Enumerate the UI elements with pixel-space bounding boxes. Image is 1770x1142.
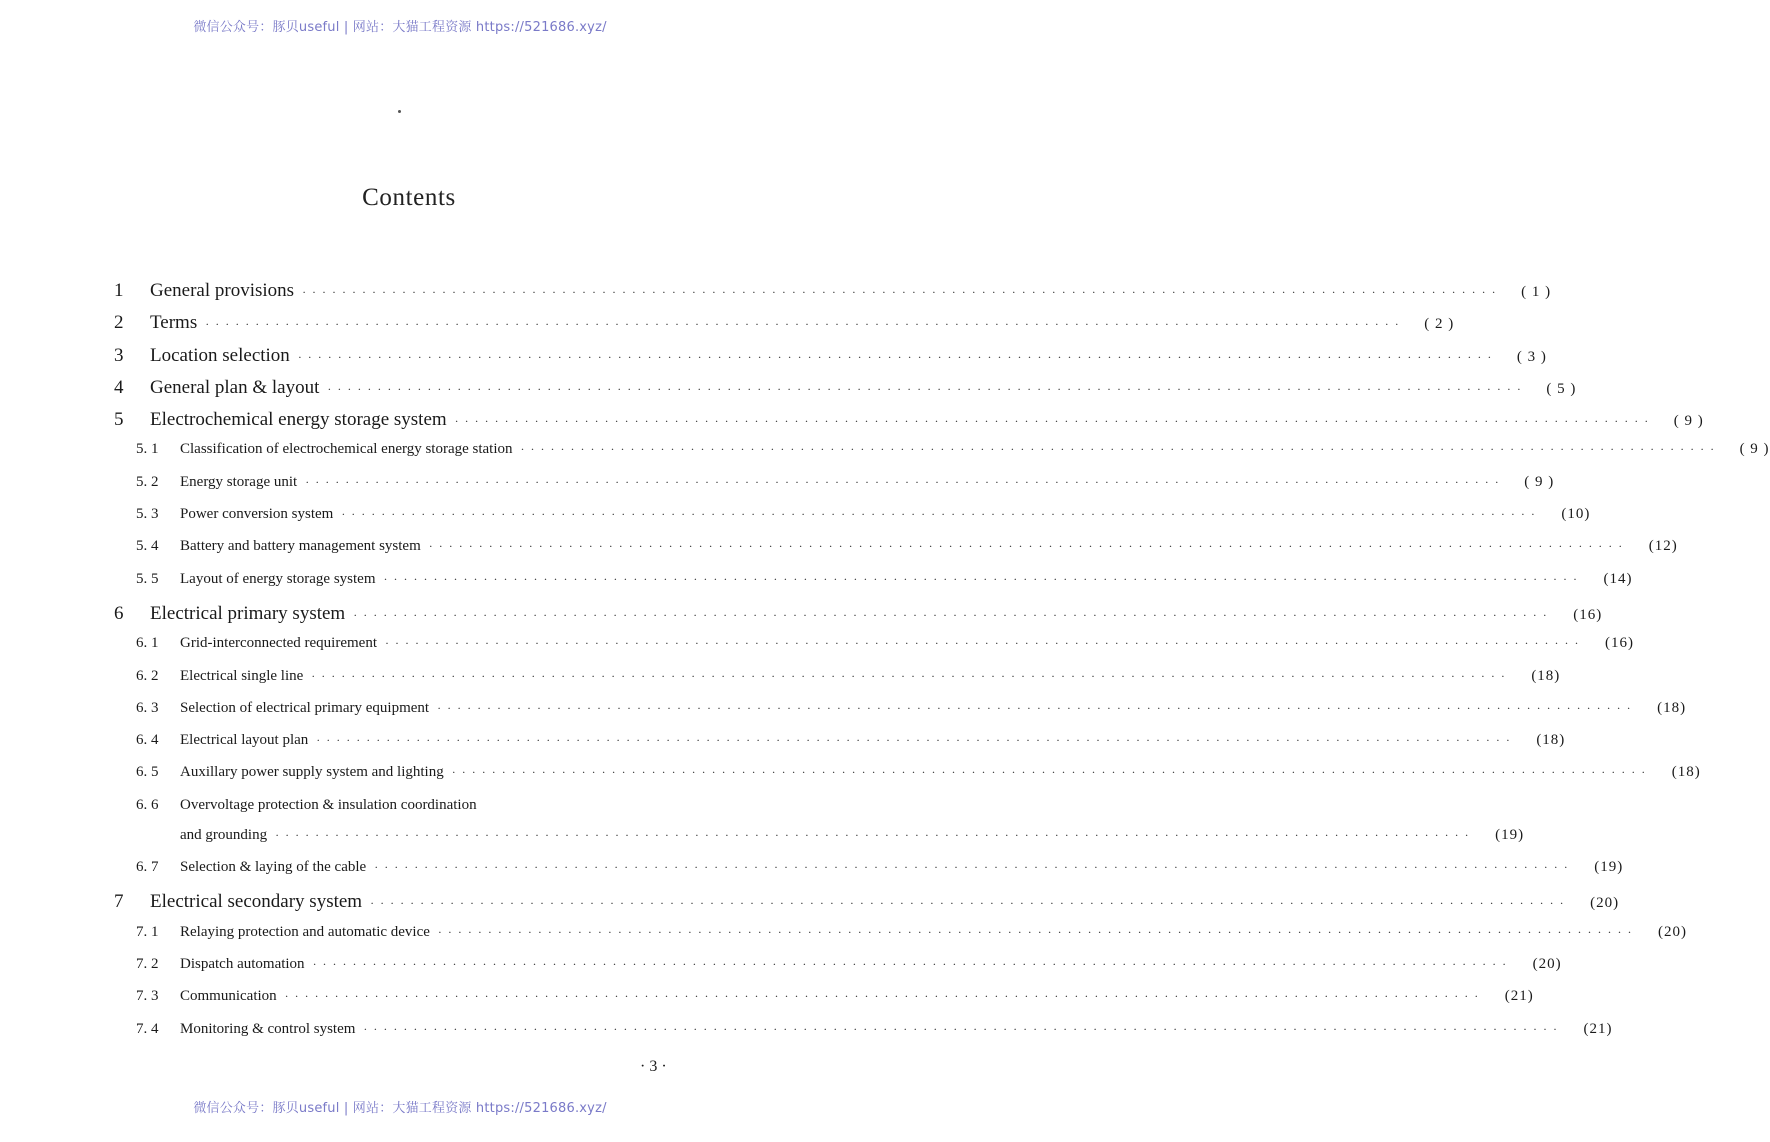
toc-entry-number: 5 (114, 409, 124, 431)
toc-entry (110, 312, 1455, 344)
toc-entry-title: Electrical single line (180, 667, 304, 684)
toc-entry-title: Layout of energy storage system (180, 570, 376, 587)
toc-entry-number: 7. 4 (136, 1020, 159, 1037)
toc-entry-number: 7. 1 (136, 923, 159, 940)
toc-entry-page: (20) (1657, 923, 1687, 940)
toc-entry-number: 5. 2 (136, 473, 159, 490)
toc-entry (110, 732, 1566, 764)
toc-leader-dots: · · · · · · · · · · · · · · · · · · · · · · · · · · · · · · · · · · · · · · · · · · · · · · · · · · · · · · · · · · · · · · · · · · · · · · · · · · · · · · · · · · · · · · · · · · · · · · · · · · · · · · · · · · · · · · · · · · · · · · · · (353, 607, 1549, 622)
toc-entry-number: 5. 5 (136, 570, 159, 587)
toc-entry-title: Location selection (150, 344, 290, 366)
toc-entry-title: Grid-interconnected requirement (180, 635, 377, 652)
toc-leader-dots: · · · · · · · · · · · · · · · · · · · · · · · · · · · · · · · · · · · · · · · · · · · · · · · · · · · · · · · · · · · · · · · · · · · · · · · · · · · · · · · · · · · · · · · · · · · · · · · · · · · · · · · · · · · · · · · · · · · · · · · · (363, 1021, 1559, 1036)
toc-entry-page: (18) (1536, 732, 1566, 749)
page-number: · 3 · (640, 1058, 667, 1075)
toc-entry-title: Power conversion system (180, 506, 334, 523)
toc-leader-dots: · · · · · · · · · · · · · · · · · · · · · · · · · · · · · · · · · · · · · · · · · · · · · · · · · · · · · · · · · · · · · · · · · · · · · · · · · · · · · · · · · · · · · · · · · · · · · · · · · · · · · · · · · · · · · · · · · · · · · · · · (275, 827, 1471, 842)
toc-entry-number: 6. 2 (136, 667, 159, 684)
toc-leader-dots: · · · · · · · · · · · · · · · · · · · · · · · · · · · · · · · · · · · · · · · · · · · · · · · · · · · · · · · · · · · · · · · · · · · · · · · · · · · · · · · · · · · · · · · · · · · · · · · · · · · · · · · · · · · · · · · · · · · · · · · · (316, 733, 1512, 748)
toc-leader-dots: · · · · · · · · · · · · · · · · · · · · · · · · · · · · · · · · · · · · · · · · · · · · · · · · · · · · · · · · · · · · · · · · · · · · · · · · · · · · · · · · · · · · · · · · · · · · · · · · · · · · · · · · · · · · · · · · · · · · · · · · (520, 442, 1716, 457)
toc-entry-number: 2 (114, 312, 124, 334)
toc-entry (110, 764, 1701, 796)
toc-leader-dots: · · · · · · · · · · · · · · · · · · · · · · · · · · · · · · · · · · · · · · · · · · · · · · · · · · · · · · · · · · · · · · · · · · · · · · · · · · · · · · · · · · · · · · · · · · · · · · · · · · · · · · · · · · · · · · · · · · · · · · · · (302, 285, 1498, 299)
toc-entry-title: Communication (180, 988, 277, 1005)
toc-entry-title: Selection of electrical primary equipment (180, 699, 430, 716)
toc-leader-dots: · · · · · · · · · · · · · · · · · · · · · · · · · · · · · · · · · · · · · · · · · · · · · · · · · · · · · · · · · · · · · · · · · · · · · · · · · · · · · · · · · · · · · · · · · · · · · · · · · · · · · · · · · · · · · · · · · · · · · · · · (312, 956, 1508, 971)
toc-entry-title: Selection & laying of the cable (180, 859, 367, 876)
toc-entry-page: (20) (1532, 955, 1562, 972)
page-title: Contents (362, 184, 456, 211)
toc-entry (110, 699, 1687, 732)
toc-leader-dots: · · · · · · · · · · · · · · · · · · · · · · · · · · · · · · · · · · · · · · · · · · · · · · · · · · · · · · · · · · · · · · · · · · · · · · · · · · · · · · · · · · · · · · · · · · · · · · · · · · · · · · · · · · · · · · · · · · · · · · · · (451, 765, 1647, 780)
toc-entry (110, 473, 1555, 506)
toc-entry (110, 635, 1635, 667)
toc-entry-page: (20) (1590, 895, 1620, 912)
toc-entry-number: 6. 7 (136, 859, 159, 876)
toc-entry-title: Dispatch automation (180, 955, 305, 972)
toc-entry (110, 988, 1534, 1020)
toc-leader-dots: · · · · · · · · · · · · · · · · · · · · · · · · · · · · · · · · · · · · · · · · · · · · · · · · · · · · · · · · · · · · · · · · · · · · · · · · · · · · · · · · · · · · · · · · · · · · · · · · · · · · · · · · · · · · · · · · · · · · · · · · (205, 317, 1401, 332)
toc-leader-dots: · · · · · · · · · · · · · · · · · · · · · · · · · · · · · · · · · · · · · · · · · · · · · · · · · · · · · · · · · · · · · · · · · · · · · · · · · · · · · · · · · · · · · · · · · · · · · · · · · · · · · · · · · · · · · · · · · · · · · · · · (327, 381, 1523, 396)
toc-entry (110, 344, 1547, 377)
toc-entry (110, 1020, 1613, 1053)
toc-entry-title: Electrical primary system (150, 602, 346, 624)
toc-entry-title: Terms (150, 312, 198, 334)
toc-entry-title: Electrical layout plan (180, 732, 309, 749)
toc-entry-page: (18) (1531, 667, 1561, 684)
toc-entry-page: (12) (1648, 538, 1678, 555)
scan-speck (398, 110, 401, 113)
toc-entry-title: Monitoring & control system (180, 1020, 356, 1037)
toc-entry-page: (19) (1495, 826, 1525, 843)
toc-entry-page: (16) (1605, 635, 1635, 652)
toc-entry (110, 955, 1562, 988)
toc-entry-page: ( 1 ) (1521, 284, 1552, 300)
toc-entry (110, 570, 1633, 603)
toc-leader-dots: · · · · · · · · · · · · · · · · · · · · · · · · · · · · · · · · · · · · · · · · · · · · · · · · · · · · · · · · · · · · · · · · · · · · · · · · · · · · · · · · · · · · · · · · · · · · · · · · · · · · · · · · · · · · · · · · · · · · · · · · (437, 924, 1633, 939)
toc-leader-dots: · · · · · · · · · · · · · · · · · · · · · · · · · · · · · · · · · · · · · · · · · · · · · · · · · · · · · · · · · · · · · · · · · · · · · · · · · · · · · · · · · · · · · · · · · · · · · · · · · · · · · · · · · · · · · · · · · · · · · · · · (297, 349, 1493, 364)
toc-entry (110, 376, 1577, 409)
toc-entry-title: Overvoltage protection & insulation coordination (180, 796, 477, 813)
toc-entry-title: Auxillary power supply system and lighting (180, 764, 444, 781)
toc-entry-title: and grounding (180, 826, 268, 843)
toc-entry-number: 6. 3 (136, 699, 159, 716)
toc-entry-title: Relaying protection and automatic device (180, 923, 430, 940)
toc-entry-number: 3 (114, 344, 124, 366)
table-of-contents (110, 280, 1770, 1053)
toc-entry-page: (10) (1561, 506, 1591, 523)
toc-leader-dots: · · · · · · · · · · · · · · · · · · · · · · · · · · · · · · · · · · · · · · · · · · · · · · · · · · · · · · · · · · · · · · · · · · · · · · · · · · · · · · · · · · · · · · · · · · · · · · · · · · · · · · · · · · · · · · · · · · · · · · · · (284, 989, 1480, 1004)
toc-entry-title: General plan & layout (150, 376, 320, 398)
watermark-top: 微信公众号：豚贝useful | 网站：大猫工程资源 https://521686.xyz/ (193, 20, 607, 35)
toc-entry-page: ( 9 ) (1524, 473, 1555, 490)
toc-entry-number: 7. 3 (136, 988, 159, 1005)
toc-entry (110, 923, 1687, 956)
watermark-bottom: 微信公众号：豚贝useful | 网站：大猫工程资源 https://521686.xyz/ (193, 1101, 607, 1116)
toc-entry-page: ( 2 ) (1424, 316, 1455, 333)
toc-entry-page: ( 3 ) (1516, 348, 1547, 365)
toc-entry-title: Electrochemical energy storage system (150, 409, 447, 431)
toc-entry-number: 7. 2 (136, 955, 159, 972)
toc-entry (110, 409, 1704, 441)
toc-entry-title: Classification of electrochemical energy storage station (180, 441, 513, 458)
toc-entry-number: 6. 6 (136, 796, 159, 813)
toc-leader-dots: · · · · · · · · · · · · · · · · · · · · · · · · · · · · · · · · · · · · · · · · · · · · · · · · · · · · · · · · · · · · · · · · · · · · · · · · · · · · · · · · · · · · · · · · · · · · · · · · · · · · · · · · · · · · · · · · · · · · · · · · (341, 507, 1537, 522)
toc-entry-title: General provisions (150, 280, 295, 301)
toc-leader-dots: · · · · · · · · · · · · · · · · · · · · · · · · · · · · · · · · · · · · · · · · · · · · · · · · · · · · · · · · · · · · · · · · · · · · · · · · · · · · · · · · · · · · · · · · · · · · · · · · · · · · · · · · · · · · · · · · · · · · · · · · (437, 700, 1633, 715)
toc-entry-number: 1 (114, 280, 124, 301)
toc-entry (110, 797, 710, 827)
toc-entry-number: 6. 1 (136, 635, 159, 652)
toc-entry-number: 6. 4 (136, 732, 159, 749)
toc-entry (110, 826, 1525, 859)
toc-entry-number: 7 (114, 891, 124, 913)
toc-entry-page: (18) (1671, 764, 1701, 781)
toc-entry (110, 280, 1552, 312)
toc-entry (110, 667, 1561, 700)
toc-entry-number: 6 (114, 602, 124, 624)
toc-entry-page: (16) (1573, 606, 1603, 623)
toc-entry-page: (21) (1504, 988, 1534, 1005)
toc-entry-page: (18) (1657, 699, 1687, 716)
toc-entry-page: (14) (1603, 570, 1633, 587)
toc-leader-dots: · · · · · · · · · · · · · · · · · · · · · · · · · · · · · · · · · · · · · · · · · · · · · · · · · · · · · · · · · · · · · · · · · · · · · · · · · · · · · · · · · · · · · · · · · · · · · · · · · · · · · · · · · · · · · · · · · · · · · · · · (454, 414, 1650, 429)
toc-entry-number: 4 (114, 376, 124, 398)
toc-entry (110, 891, 1620, 923)
toc-leader-dots: · · · · · · · · · · · · · · · · · · · · · · · · · · · · · · · · · · · · · · · · · · · · · · · · · · · · · · · · · · · · · · · · · · · · · · · · · · · · · · · · · · · · · · · · · · · · · · · · · · · · · · · · · · · · · · · · · · · · · · · · (428, 539, 1624, 554)
toc-entry-page: ( 5 ) (1546, 380, 1577, 397)
toc-entry-title: Energy storage unit (180, 473, 298, 490)
toc-entry-title: Electrical secondary system (150, 891, 363, 913)
toc-leader-dots: · · · · · · · · · · · · · · · · · · · · · · · · · · · · · · · · · · · · · · · · · · · · · · · · · · · · · · · · · · · · · · · · · · · · · · · · · · · · · · · · · · · · · · · · · · · · · · · · · · · · · · · · · · · · · · · · · · · · · · · · (385, 636, 1581, 651)
toc-leader-dots: · · · · · · · · · · · · · · · · · · · · · · · · · · · · · · · · · · · · · · · · · · · · · · · · · · · · · · · · · · · · · · · · · · · · · · · · · · · · · · · · · · · · · · · · · · · · · · · · · · · · · · · · · · · · · · · · · · · · · · · · (370, 896, 1566, 911)
toc-entry (110, 506, 1591, 538)
toc-entry-page: ( 9 ) (1673, 413, 1704, 430)
toc-entry-page: (21) (1583, 1020, 1613, 1037)
toc-entry-number: 5. 4 (136, 538, 159, 555)
toc-entry-number: 5. 1 (136, 441, 159, 458)
toc-entry-number: 6. 5 (136, 764, 159, 781)
toc-leader-dots: · · · · · · · · · · · · · · · · · · · · · · · · · · · · · · · · · · · · · · · · · · · · · · · · · · · · · · · · · · · · · · · · · · · · · · · · · · · · · · · · · · · · · · · · · · · · · · · · · · · · · · · · · · · · · · · · · · · · · · · · (305, 474, 1501, 489)
toc-entry (110, 859, 1624, 891)
toc-entry-title: Battery and battery management system (180, 538, 421, 555)
toc-entry-number: 5. 3 (136, 506, 159, 523)
toc-entry-page: (19) (1594, 859, 1624, 876)
toc-entry (110, 602, 1603, 635)
toc-entry (110, 538, 1678, 570)
toc-leader-dots: · · · · · · · · · · · · · · · · · · · · · · · · · · · · · · · · · · · · · · · · · · · · · · · · · · · · · · · · · · · · · · · · · · · · · · · · · · · · · · · · · · · · · · · · · · · · · · · · · · · · · · · · · · · · · · · · · · · · · · · · (383, 571, 1579, 586)
toc-leader-dots: · · · · · · · · · · · · · · · · · · · · · · · · · · · · · · · · · · · · · · · · · · · · · · · · · · · · · · · · · · · · · · · · · · · · · · · · · · · · · · · · · · · · · · · · · · · · · · · · · · · · · · · · · · · · · · · · · · · · · · · · (311, 668, 1507, 683)
toc-entry (110, 441, 1770, 473)
toc-entry-page: ( 9 ) (1739, 441, 1770, 458)
toc-leader-dots: · · · · · · · · · · · · · · · · · · · · · · · · · · · · · · · · · · · · · · · · · · · · · · · · · · · · · · · · · · · · · · · · · · · · · · · · · · · · · · · · · · · · · · · · · · · · · · · · · · · · · · · · · · · · · · · · · · · · · · · · (374, 860, 1570, 875)
